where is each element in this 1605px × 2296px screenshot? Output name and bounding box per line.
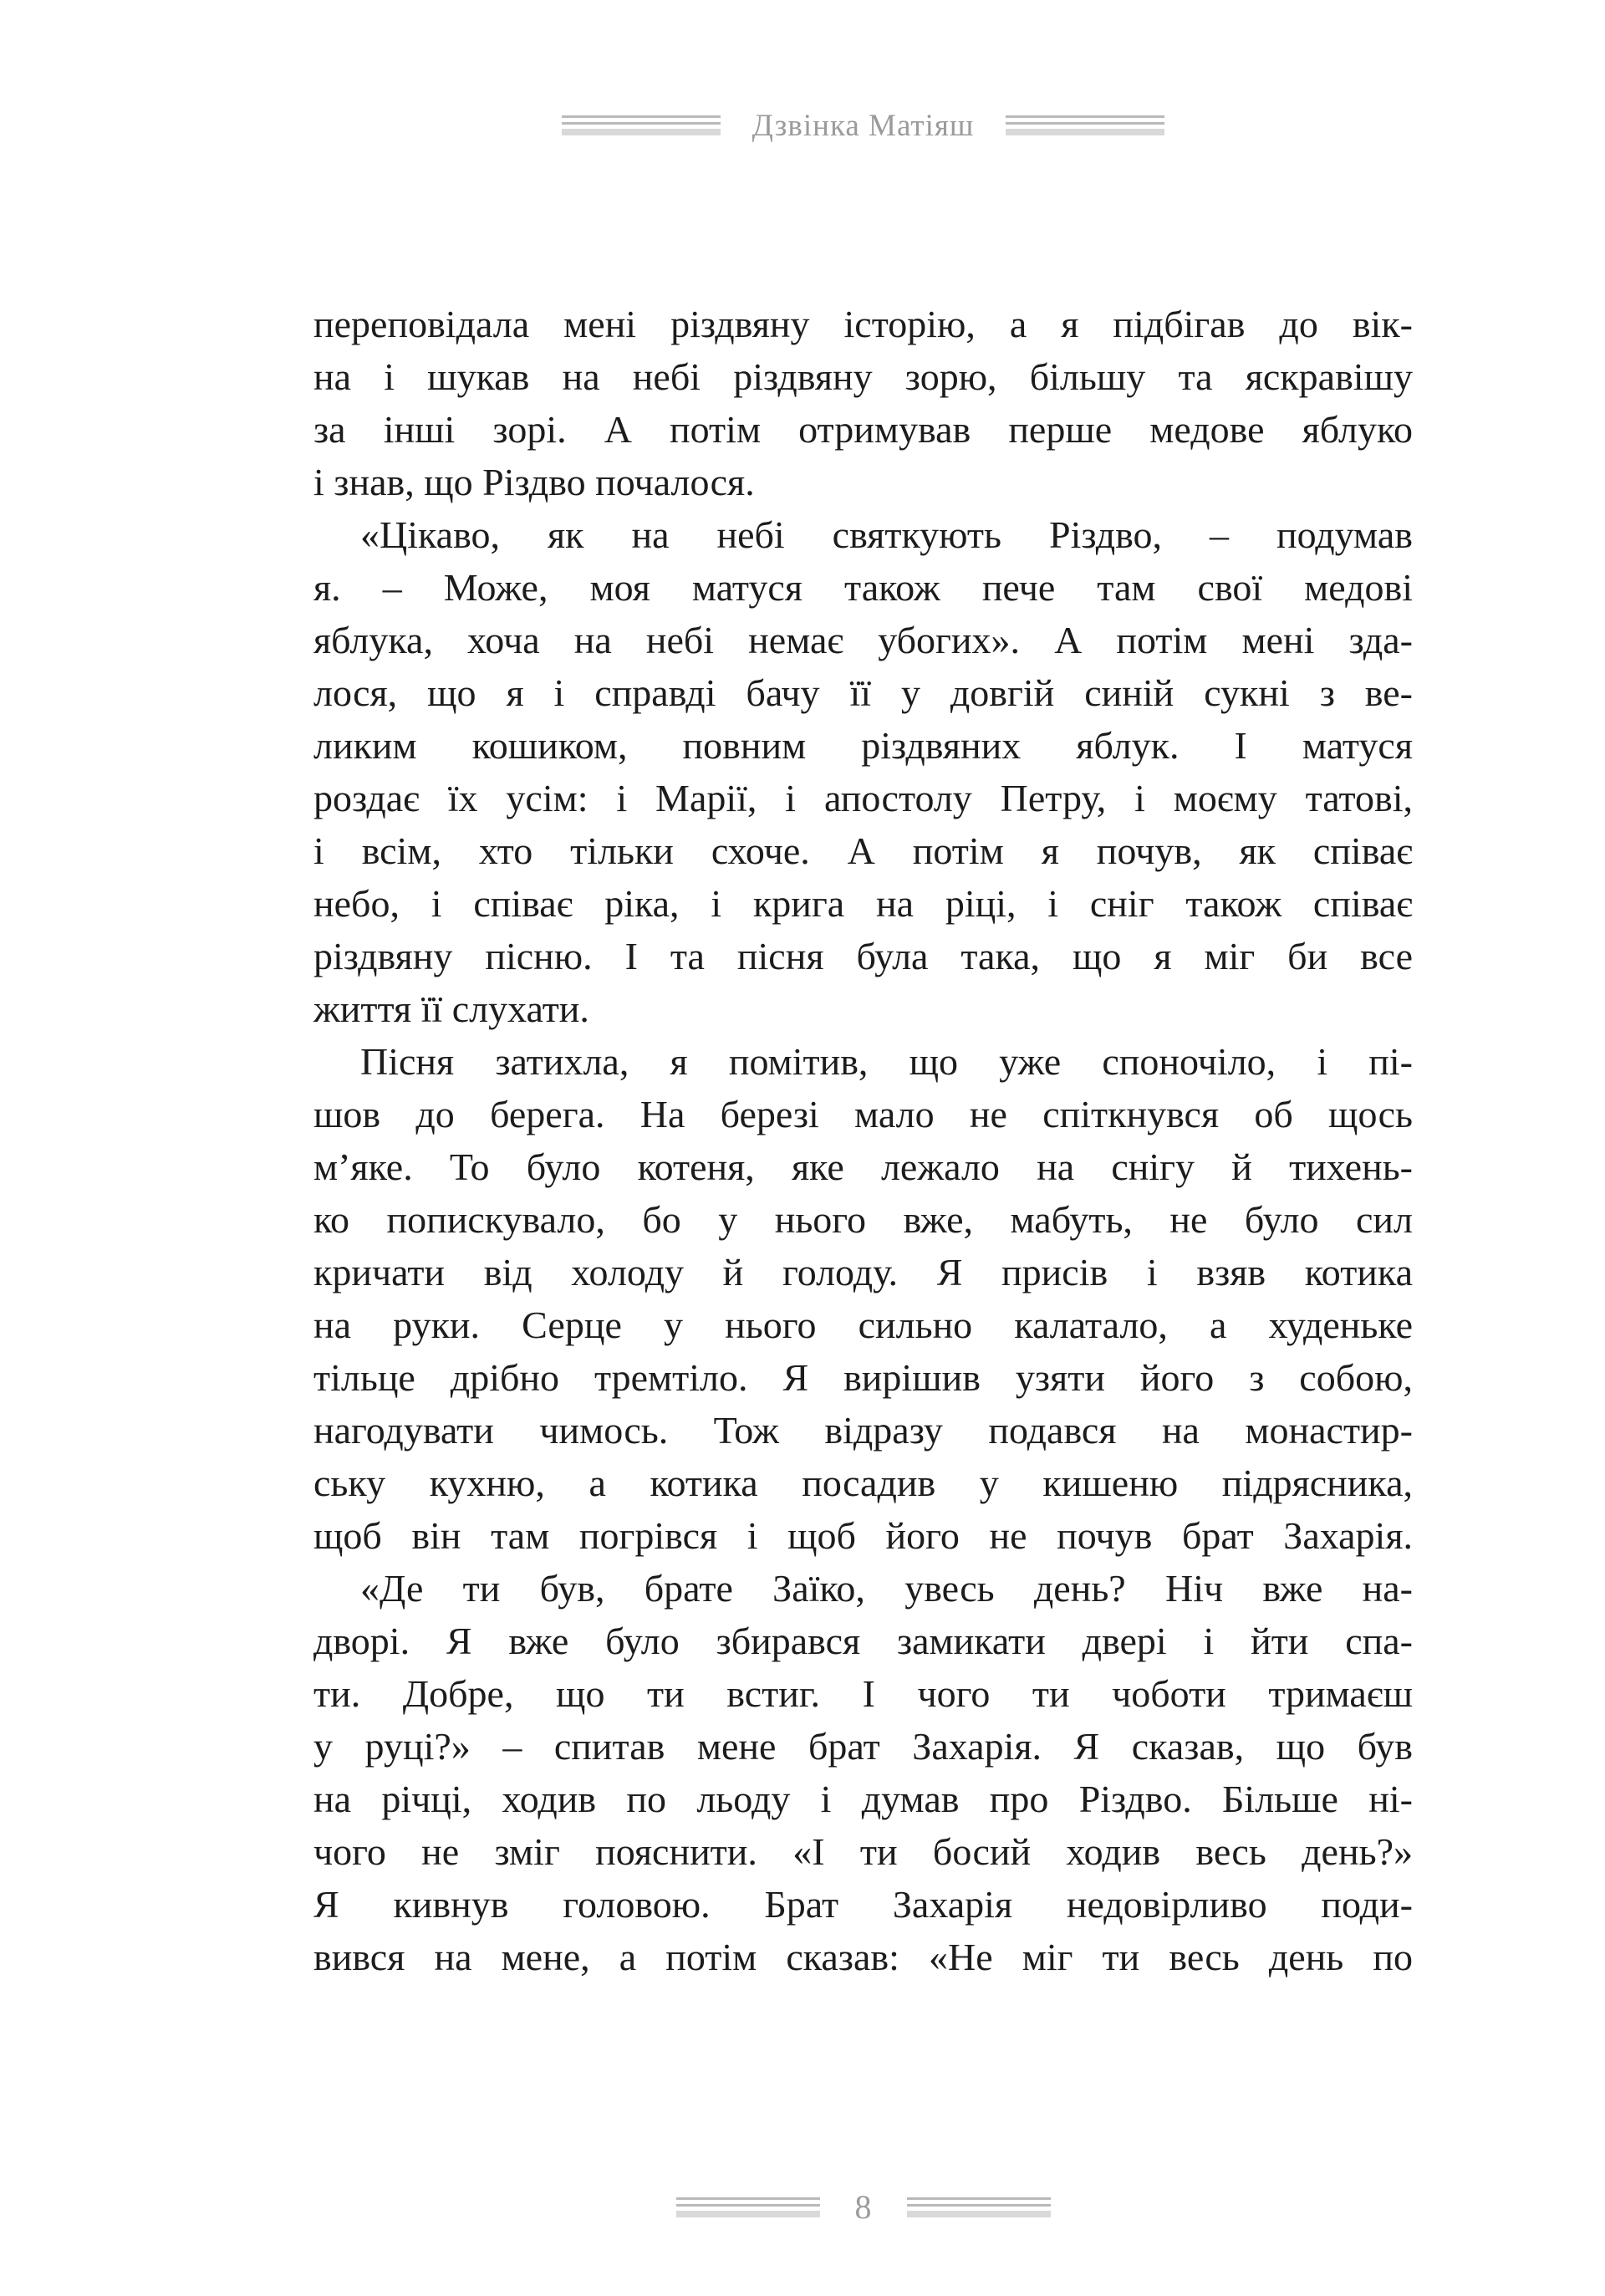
text-line: ську кухню, а котика посадив у кишеню підрясника, xyxy=(313,1462,1413,1504)
author-name: Дзвінка Матіяш xyxy=(752,108,975,143)
text-line: кричати від холоду й голоду. Я присів і взяв котика xyxy=(313,1251,1413,1293)
text-line: нагодувати чимось. Тож відразу подався на монастир- xyxy=(313,1409,1413,1452)
text-line: чого не зміг пояснити. «І ти босий ходив весь день?» xyxy=(313,1830,1413,1873)
text-line: на руки. Серце у нього сильно калатало, а худеньке xyxy=(313,1304,1413,1346)
text-line: лося, що я і справді бачу її у довгій синій сукні з ве- xyxy=(313,671,1413,714)
text-line: тільце дрібно тремтіло. Я вирішив узяти його з собою, xyxy=(313,1356,1413,1399)
text-line: небо, і співає ріка, і крига на ріці, і сніг також співає xyxy=(313,882,1413,925)
header-ornament-left-icon xyxy=(562,115,721,135)
text-line: переповідала мені різдвяну історію, а я підбігав до вік- xyxy=(313,303,1413,345)
page-number: 8 xyxy=(854,2188,872,2226)
page-text xyxy=(313,298,1413,1983)
text-line: ликим кошиком, повним різдвяних яблук. І матуся xyxy=(313,724,1413,767)
text-line: у руці?» – спитав мене брат Захарія. Я сказав, що був xyxy=(313,1725,1413,1768)
text-line: на і шукав на небі різдвяну зорю, більшу та яскравішу xyxy=(313,355,1413,398)
text-line: і всім, хто тільки схоче. А потім я почув, як співає xyxy=(313,829,1413,872)
footer-ornament-left-icon xyxy=(676,2197,820,2217)
text-line: ко попискувало, бо у нього вже, мабуть, не було сил xyxy=(313,1198,1413,1241)
paragraph xyxy=(313,508,1413,1035)
text-line: м’яке. То було котеня, яке лежало на снігу й тихень- xyxy=(313,1145,1413,1188)
text-line: щоб він там погрівся і щоб його не почув брат Захарія. xyxy=(313,1514,1413,1557)
paragraph xyxy=(313,1562,1413,1983)
text-line: за інші зорі. А потім отримував перше медове яблуко xyxy=(313,408,1413,451)
text-line: вився на мене, а потім сказав: «Не міг ти весь день по xyxy=(313,1936,1413,1978)
text-line: різдвяну пісню. І та пісня була така, що я міг би все xyxy=(313,935,1413,977)
text-line: роздає їх усім: і Марії, і апостолу Петру, і моєму татові, xyxy=(313,777,1413,819)
paragraph xyxy=(313,298,1413,508)
text-line: «Цікаво, як на небі святкують Різдво, – подумав xyxy=(360,513,1413,556)
text-line: на річці, ходив по льоду і думав про Різдво. Більше ні- xyxy=(313,1778,1413,1820)
text-line: життя її слухати. xyxy=(313,987,589,1030)
text-line: «Де ти був, брате Заїко, увесь день? Ніч вже на- xyxy=(360,1567,1413,1610)
text-line: я. – Може, моя матуся також пече там свої медові xyxy=(313,566,1413,609)
text-line: Я кивнув головою. Брат Захарія недовірливо поди- xyxy=(313,1883,1413,1926)
text-line: дворі. Я вже було збирався замикати двері і йти спа- xyxy=(313,1620,1413,1662)
running-header xyxy=(313,99,1413,152)
footer-ornament-right-icon xyxy=(907,2197,1051,2217)
header-ornament-right-icon xyxy=(1006,115,1164,135)
text-line: Пісня затихла, я помітив, що уже споночіло, і пі- xyxy=(360,1040,1413,1083)
text-line: ти. Добре, що ти встиг. І чого ти чоботи тримаєш xyxy=(313,1672,1413,1715)
paragraph xyxy=(313,1035,1413,1562)
text-line: шов до берега. На березі мало не спіткнувся об щось xyxy=(313,1093,1413,1135)
text-line: і знав, що Різдво почалося. xyxy=(313,461,755,503)
text-line: яблука, хоча на небі немає убогих». А потім мені зда- xyxy=(313,619,1413,661)
page-footer xyxy=(313,2181,1413,2234)
